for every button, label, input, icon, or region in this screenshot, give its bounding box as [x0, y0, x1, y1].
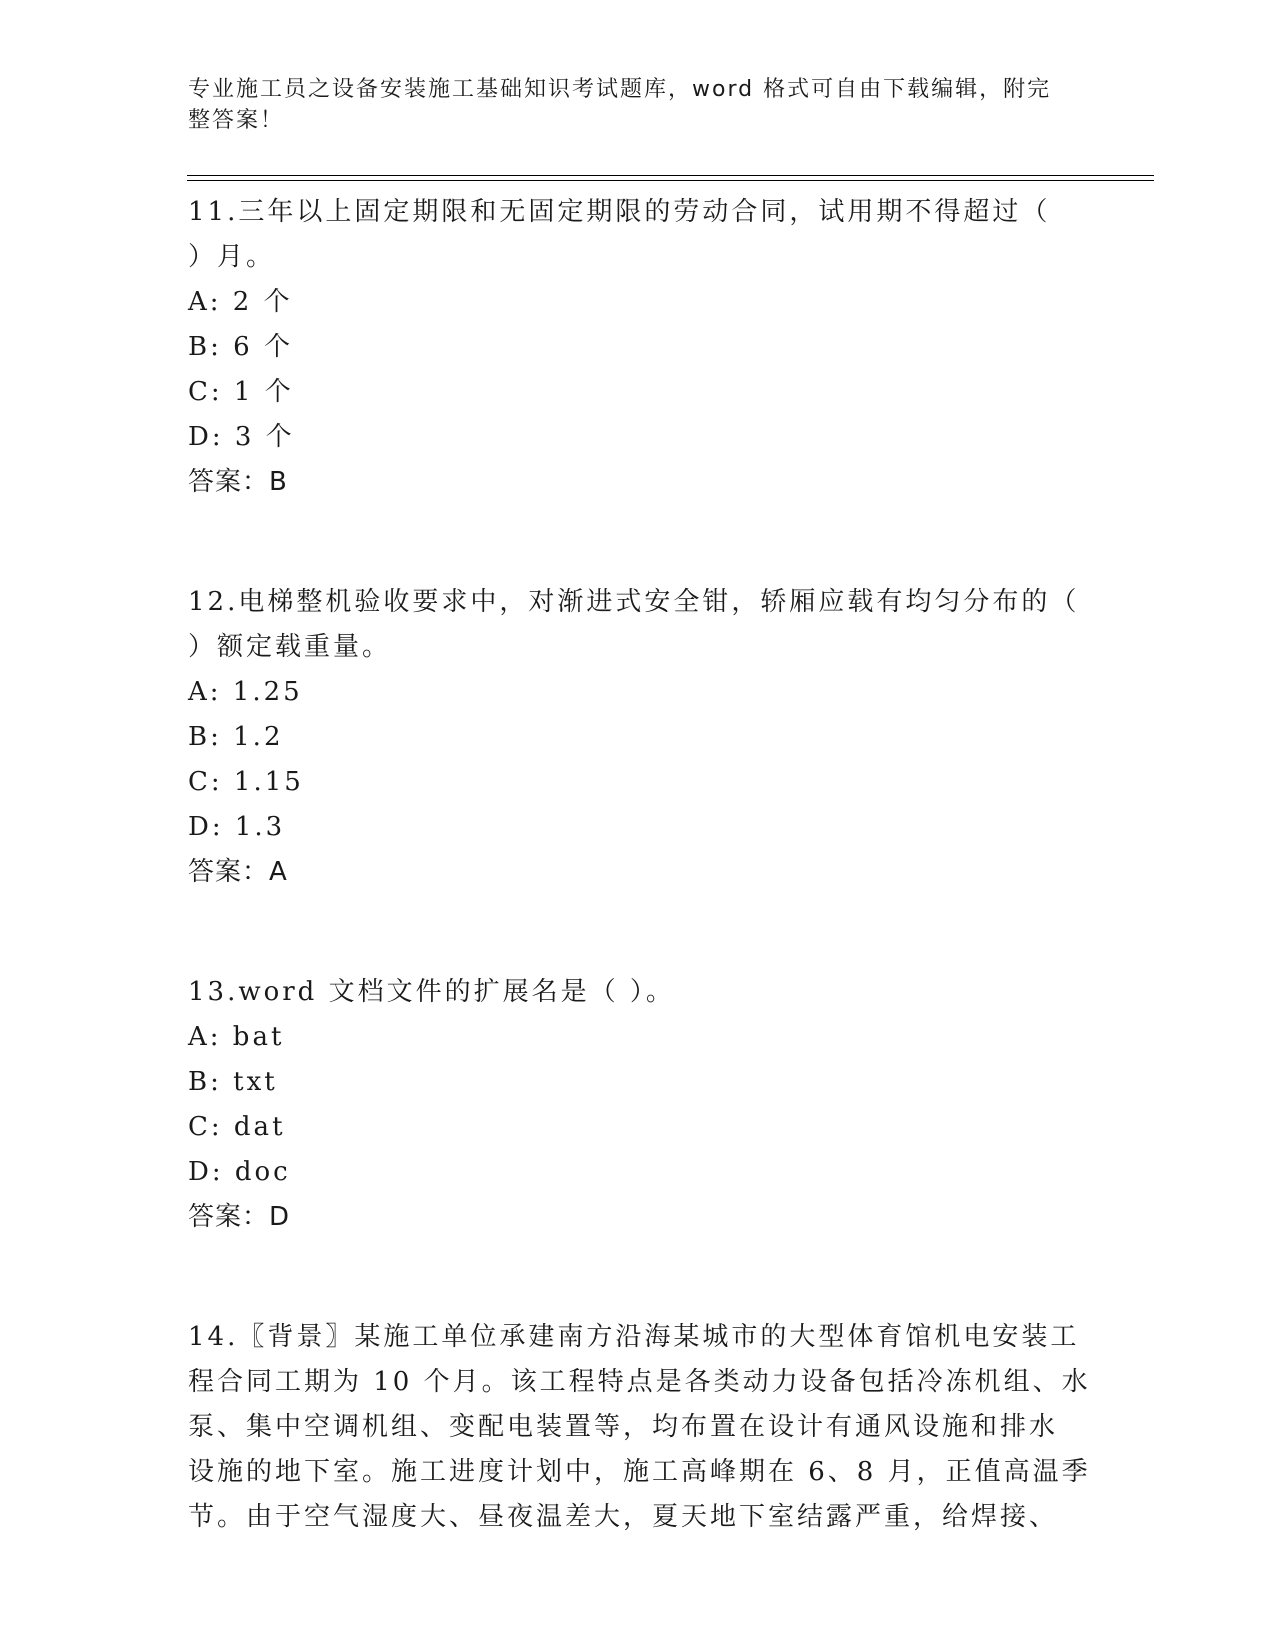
question-stem-line: 13.word 文档文件的扩展名是（ ）。: [188, 977, 675, 1007]
option-a: A: 1.25: [188, 677, 303, 707]
option-c: C: 1.15: [188, 767, 304, 797]
question-stem-line: 11.三年以上固定期限和无固定期限的劳动合同，试用期不得超过（: [188, 197, 1051, 227]
option-d: D: doc: [188, 1157, 291, 1187]
option-b: B: 6 个: [188, 332, 293, 362]
question-stem-line: 14.〖背景〗某施工单位承建南方沿海某城市的大型体育馆机电安装工: [188, 1322, 1080, 1352]
question-stem-line: 程合同工期为 10 个月。该工程特点是各类动力设备包括冷冻机组、水: [188, 1367, 1091, 1397]
question-11: [188, 190, 1088, 505]
question-12: [188, 580, 1088, 895]
question-stem-line: 节。由于空气湿度大、昼夜温差大，夏天地下室结露严重，给焊接、: [188, 1502, 1059, 1532]
question-stem-line: ）月。: [188, 242, 276, 272]
option-c: C: 1 个: [188, 377, 294, 407]
question-stem-line: 设施的地下室。施工进度计划中，施工高峰期在 6、8 月，正值高温季: [188, 1457, 1091, 1487]
option-b: B: txt: [188, 1067, 278, 1097]
option-d: D: 1.3: [188, 812, 286, 842]
header-line-2: 整答案！: [188, 108, 285, 133]
option-d: D: 3 个: [188, 422, 295, 452]
option-a: A: 2 个: [188, 287, 293, 317]
option-b: B: 1.2: [188, 722, 284, 752]
option-c: C: dat: [188, 1112, 286, 1142]
option-a: A: bat: [188, 1022, 285, 1052]
answer-line: 答案：B: [188, 467, 288, 497]
header-divider-top: [187, 175, 1154, 176]
question-stem-line: ）额定载重量。: [188, 632, 392, 662]
question-stem-line: 12.电梯整机验收要求中，对渐进式安全钳，轿厢应载有均匀分布的（: [188, 587, 1080, 617]
question-13: [188, 970, 1088, 1240]
document-header: [188, 74, 1068, 136]
header-line-1: 专业施工员之设备安装施工基础知识考试题库，word 格式可自由下载编辑，附完: [188, 77, 1052, 102]
answer-line: 答案：A: [188, 857, 288, 887]
question-14: [188, 1315, 1091, 1540]
question-list: [188, 190, 1091, 1540]
question-stem-line: 泵、集中空调机组、变配电装置等，均布置在设计有通风设施和排水: [188, 1412, 1059, 1442]
answer-line: 答案：D: [188, 1202, 291, 1232]
header-divider-bottom: [187, 180, 1154, 181]
